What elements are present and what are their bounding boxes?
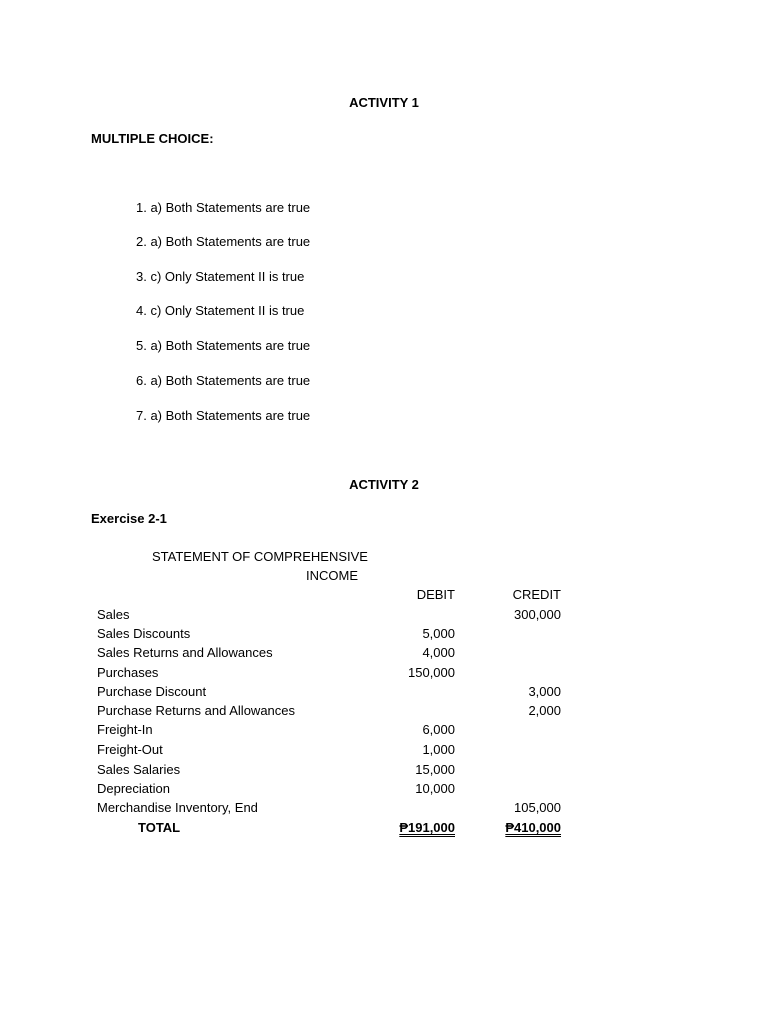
activity1-title: ACTIVITY 1 xyxy=(349,95,419,110)
table-row xyxy=(0,800,768,819)
row-label: Sales Salaries xyxy=(97,762,181,777)
row-label: Purchases xyxy=(97,665,159,680)
row-credit: 3,000 xyxy=(528,684,561,699)
row-debit: 5,000 xyxy=(422,626,455,641)
row-credit: 300,000 xyxy=(514,607,561,622)
total-credit: ₱410,000 xyxy=(505,820,561,835)
row-debit: 15,000 xyxy=(415,762,455,777)
table-row xyxy=(0,607,768,626)
row-label: Depreciation xyxy=(97,781,170,796)
answer-item: 1. a) Both Statements are true xyxy=(136,200,311,215)
row-label: Freight-Out xyxy=(97,742,163,757)
table-row xyxy=(0,626,768,645)
row-credit: 105,000 xyxy=(514,800,561,815)
table-row xyxy=(0,742,768,761)
column-headers xyxy=(0,587,768,606)
row-label: Purchase Returns and Allowances xyxy=(97,703,296,718)
answer-item: 3. c) Only Statement II is true xyxy=(136,269,305,284)
debit-header: DEBIT xyxy=(416,587,455,602)
table-row xyxy=(0,722,768,741)
row-debit: 4,000 xyxy=(422,645,455,660)
row-label: Sales Returns and Allowances xyxy=(97,645,273,660)
table-row xyxy=(0,684,768,703)
answer-item: 5. a) Both Statements are true xyxy=(136,338,311,353)
row-label: Freight-In xyxy=(97,722,153,737)
answer-item: 4. c) Only Statement II is true xyxy=(136,303,305,318)
row-label: Sales xyxy=(97,607,130,622)
row-label: Purchase Discount xyxy=(97,684,207,699)
table-row xyxy=(0,703,768,722)
answer-item: 6. a) Both Statements are true xyxy=(136,373,311,388)
row-credit: 2,000 xyxy=(528,703,561,718)
exercise-label: Exercise 2-1 xyxy=(91,511,167,526)
total-row xyxy=(0,820,768,839)
statement-title-line2: INCOME xyxy=(306,568,358,583)
row-debit: 10,000 xyxy=(415,781,455,796)
total-debit: ₱191,000 xyxy=(399,820,455,835)
activity2-title: ACTIVITY 2 xyxy=(349,477,419,492)
credit-header: CREDIT xyxy=(512,587,561,602)
statement-title-line1: STATEMENT OF COMPREHENSIVE xyxy=(152,549,368,564)
row-label: Merchandise Inventory, End xyxy=(97,800,258,815)
row-debit: 150,000 xyxy=(408,665,455,680)
row-debit: 6,000 xyxy=(422,722,455,737)
row-debit: 1,000 xyxy=(422,742,455,757)
table-row xyxy=(0,781,768,800)
table-row xyxy=(0,762,768,781)
multiple-choice-label: MULTIPLE CHOICE: xyxy=(91,131,214,146)
table-row xyxy=(0,665,768,684)
total-label: TOTAL xyxy=(138,820,181,835)
table-row xyxy=(0,645,768,664)
answer-item: 7. a) Both Statements are true xyxy=(136,408,311,423)
answer-item: 2. a) Both Statements are true xyxy=(136,234,311,249)
row-label: Sales Discounts xyxy=(97,626,191,641)
